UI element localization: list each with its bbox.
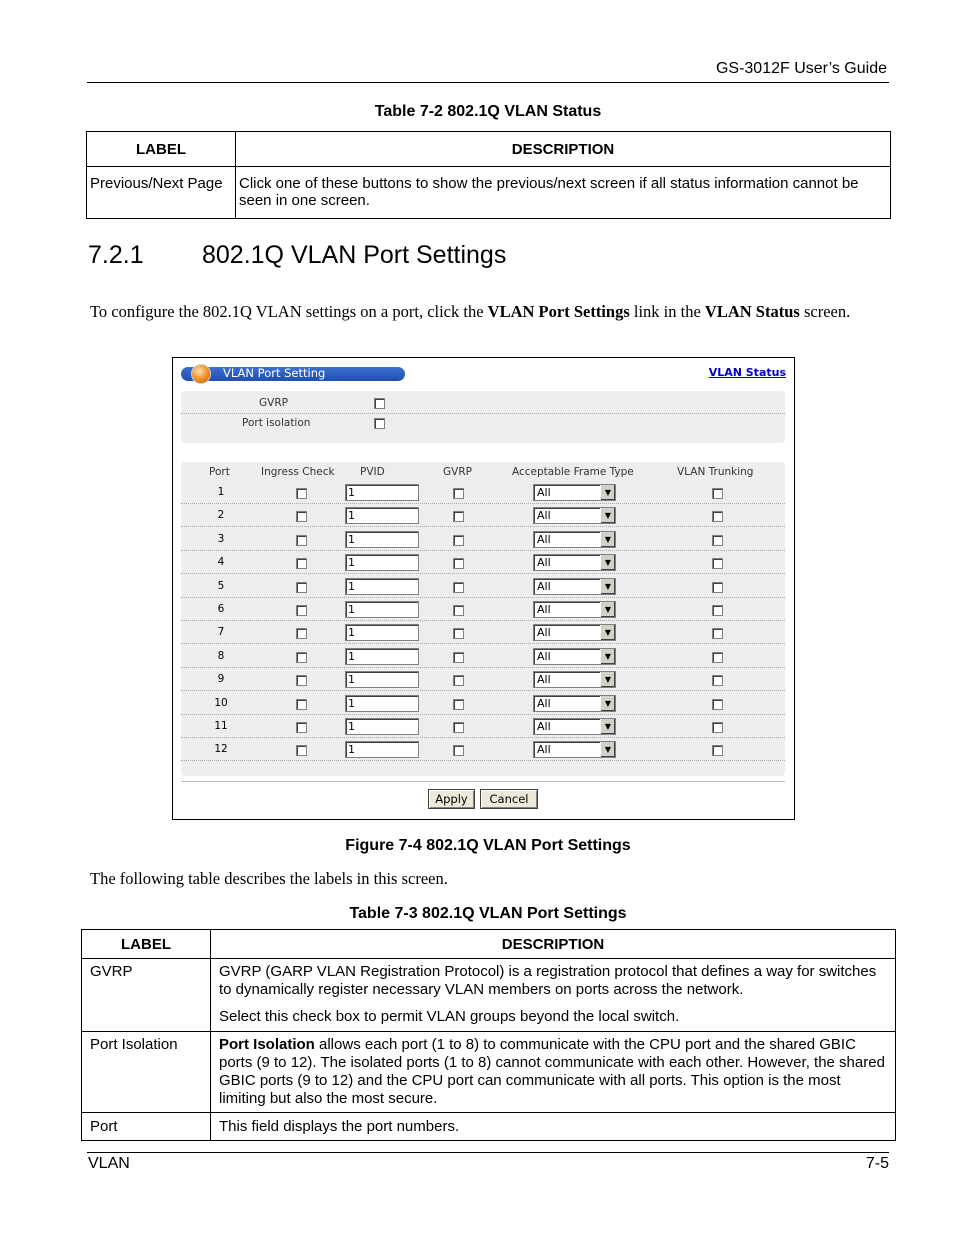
pvid-input[interactable]: 1 [345,554,419,571]
chevron-down-icon[interactable]: ▼ [600,719,615,734]
vlan-trunking-checkbox[interactable] [712,675,723,686]
frame-type-select[interactable] [533,578,616,595]
col-gvrp: GVRP [443,466,472,478]
ingress-check-checkbox[interactable] [296,558,307,569]
gvrp-port-checkbox[interactable] [453,675,464,686]
frame-type-value: All [537,720,551,733]
gvrp-port-checkbox[interactable] [453,745,464,756]
frame-type-value: All [537,626,551,640]
intro-bold-2: VLAN Status [704,302,800,321]
intro-text-1: To configure the 802.1Q VLAN settings on a port, click the [90,302,488,321]
vlan-port-setting-screenshot [172,357,795,820]
port-number: 3 [217,532,225,545]
isolation-desc-bold: Port Isolation [219,1036,315,1053]
frame-type-value: All [537,486,551,499]
row-divider [181,643,785,644]
guide-title: GS-3012F User’s Guide [715,60,887,77]
chevron-down-icon[interactable]: ▼ [600,742,615,757]
gvrp-port-checkbox[interactable] [453,628,464,639]
pvid-input[interactable]: 1 [345,484,419,501]
port-isolation-checkbox[interactable] [374,418,385,429]
intro-text-3: screen. [799,302,851,321]
intro-text-2: link in the [629,302,705,321]
pvid-input[interactable]: 1 [345,648,419,665]
chevron-down-icon[interactable]: ▼ [600,485,615,500]
port-row-label: Port [82,1113,211,1141]
table72-row-desc: Click one of these buttons to show the previous/next screen if all status information cannot be seen in one screen. [236,167,891,219]
vlan-trunking-checkbox[interactable] [712,488,723,499]
row-divider [181,526,785,527]
table73-caption: Table 7-3 802.1Q VLAN Port Settings [349,905,627,922]
frame-type-select[interactable] [533,601,616,618]
row-divider [181,503,785,504]
port-number: 11 [214,720,228,732]
pvid-input[interactable]: 1 [345,671,419,688]
table-row [82,959,896,1032]
frame-type-value: All [537,696,551,710]
section-title: 802.1Q VLAN Port Settings [202,241,507,269]
footer-rule [87,1152,889,1153]
isolation-row-label: Port Isolation [82,1032,211,1113]
apply-button[interactable]: Apply [428,789,475,809]
table72-row-label: Previous/Next Page [87,167,236,219]
chevron-down-icon[interactable]: ▼ [600,672,615,687]
chevron-down-icon[interactable]: ▼ [600,696,615,711]
vlan-trunking-checkbox[interactable] [712,652,723,663]
table72-col-label: LABEL [87,132,236,167]
gvrp-desc-p1: GVRP (GARP VLAN Registration Protocol) is a registration protocol that defines a way for switches to dynamically register necessary VLAN members on ports across the network. [219,963,877,998]
vlan-trunking-checkbox[interactable] [712,511,723,522]
vlan-trunking-checkbox[interactable] [712,745,723,756]
frame-type-select[interactable] [533,484,616,501]
pvid-input[interactable]: 1 [345,695,419,712]
gvrp-desc-p2: Select this check box to permit VLAN groups beyond the local switch. [219,1008,680,1025]
table73 [81,929,896,1141]
intro-paragraph [90,300,890,323]
port-table-panel [181,462,785,776]
gvrp-checkbox[interactable] [374,398,385,409]
table73-col-desc: DESCRIPTION [211,930,896,959]
ingress-check-checkbox[interactable] [296,628,307,639]
port-number: 6 [217,603,225,615]
ingress-check-checkbox[interactable] [296,745,307,756]
port-number: 10 [214,696,228,709]
port-number: 9 [217,673,225,686]
row-divider [181,620,785,621]
col-port: Port [209,466,230,478]
chevron-down-icon[interactable]: ▼ [600,555,615,570]
table-row [82,1032,896,1113]
port-number: 5 [217,579,225,592]
gvrp-port-checkbox[interactable] [453,511,464,522]
chevron-down-icon[interactable]: ▼ [600,532,615,547]
ingress-check-checkbox[interactable] [296,675,307,686]
ingress-check-checkbox[interactable] [296,605,307,616]
gvrp-row-desc [211,959,896,1032]
button-divider [181,781,785,782]
row-divider [181,573,785,574]
pvid-input[interactable]: 1 [345,624,419,641]
port-row-desc: This field displays the port numbers. [211,1113,896,1141]
frame-type-value: All [537,556,551,570]
isolation-row-desc [211,1032,896,1113]
frame-type-value: All [537,532,551,546]
vlan-trunking-checkbox[interactable] [712,558,723,569]
table-row [87,167,891,219]
frame-type-select[interactable] [533,741,616,758]
following-text: The following table describes the labels in this screen. [90,869,448,888]
gvrp-port-checkbox[interactable] [453,699,464,710]
ingress-check-checkbox[interactable] [296,722,307,733]
ingress-check-checkbox[interactable] [296,699,307,710]
frame-type-select[interactable] [533,531,616,548]
frame-type-select[interactable] [533,718,616,735]
ingress-check-checkbox[interactable] [296,652,307,663]
header-rule [87,82,889,83]
section-heading [88,241,506,270]
chevron-down-icon[interactable]: ▼ [600,508,615,523]
table72 [86,131,891,219]
frame-type-value: All [537,743,551,757]
cancel-button[interactable]: Cancel [480,789,538,809]
row-divider [181,550,785,551]
intro-bold-1: VLAN Port Settings [487,302,630,321]
gvrp-port-checkbox[interactable] [453,558,464,569]
gvrp-label: GVRP [259,397,288,409]
vlan-status-link[interactable]: VLAN Status [708,366,786,379]
chevron-down-icon[interactable]: ▼ [600,625,615,640]
pvid-input[interactable]: 1 [345,741,419,758]
row-divider [181,714,785,715]
col-pvid: PVID [360,466,385,478]
figure-caption: Figure 7-4 802.1Q VLAN Port Settings [345,837,631,854]
isolation-desc-text: allows each port (1 to 8) to communicate with the CPU port and the shared GBIC ports (9 to 12). The isolated ports (1 to 8) cannot communicate with each other. However, the shared GBIC ports (9 to 12) and the CPU port can communicate with all ports. This option is the most limiting but also the most secure. [219,1036,885,1107]
pvid-input[interactable]: 1 [345,578,419,595]
frame-type-select[interactable] [533,624,616,641]
gvrp-port-checkbox[interactable] [453,652,464,663]
chevron-down-icon[interactable]: ▼ [600,579,615,594]
gvrp-port-checkbox[interactable] [453,582,464,593]
frame-type-value: All [537,509,551,523]
frame-type-select[interactable] [533,648,616,665]
pvid-input[interactable]: 1 [345,507,419,524]
pvid-input[interactable]: 1 [345,531,419,548]
table72-col-desc: DESCRIPTION [236,132,891,167]
row-divider [181,597,785,598]
port-number: 4 [217,556,225,569]
gvrp-port-checkbox[interactable] [453,722,464,733]
gvrp-port-checkbox[interactable] [453,535,464,546]
ingress-check-checkbox[interactable] [296,582,307,593]
pvid-input[interactable]: 1 [345,601,419,618]
row-divider [181,737,785,738]
frame-type-select[interactable] [533,695,616,712]
chevron-down-icon[interactable]: ▼ [600,649,615,664]
vlan-trunking-checkbox[interactable] [712,628,723,639]
port-number: 1 [217,486,225,498]
col-acceptable-frame-type: Acceptable Frame Type [512,466,634,478]
vlan-trunking-checkbox[interactable] [712,699,723,710]
row-divider [181,690,785,691]
vlan-trunking-checkbox[interactable] [712,535,723,546]
vlan-trunking-checkbox[interactable] [712,605,723,616]
section-number: 7.2.1 [88,241,144,269]
port-number: 12 [214,743,228,756]
row-divider [181,667,785,668]
gvrp-port-checkbox[interactable] [453,488,464,499]
orange-orb-icon [191,364,211,384]
col-vlan-trunking: VLAN Trunking [677,466,754,478]
row-divider [181,760,785,761]
vlan-trunking-checkbox[interactable] [712,582,723,593]
footer-left: VLAN [88,1155,130,1172]
table73-col-label: LABEL [82,930,211,959]
frame-type-select[interactable] [533,554,616,571]
gvrp-port-checkbox[interactable] [453,605,464,616]
port-isolation-label: Port isolation [242,417,311,429]
frame-type-select[interactable] [533,671,616,688]
frame-type-value: All [537,579,551,593]
ingress-check-checkbox[interactable] [296,511,307,522]
port-number: 2 [217,509,225,522]
divider [181,413,785,414]
port-number: 8 [217,649,225,662]
ingress-check-checkbox[interactable] [296,535,307,546]
frame-type-value: All [537,649,551,663]
table-row [82,1113,896,1141]
frame-type-value: All [537,673,551,687]
pvid-input[interactable]: 1 [345,718,419,735]
port-number: 7 [217,626,225,639]
frame-type-select[interactable] [533,507,616,524]
frame-type-value: All [537,603,551,616]
table72-caption: Table 7-2 802.1Q VLAN Status [374,103,602,120]
screen-title: VLAN Port Setting [223,366,326,380]
chevron-down-icon[interactable]: ▼ [600,602,615,617]
col-ingress-check: Ingress Check [261,466,335,478]
vlan-trunking-checkbox[interactable] [712,722,723,733]
footer-page-number: 7-5 [865,1155,889,1172]
ingress-check-checkbox[interactable] [296,488,307,499]
gvrp-row-label: GVRP [82,959,211,1032]
